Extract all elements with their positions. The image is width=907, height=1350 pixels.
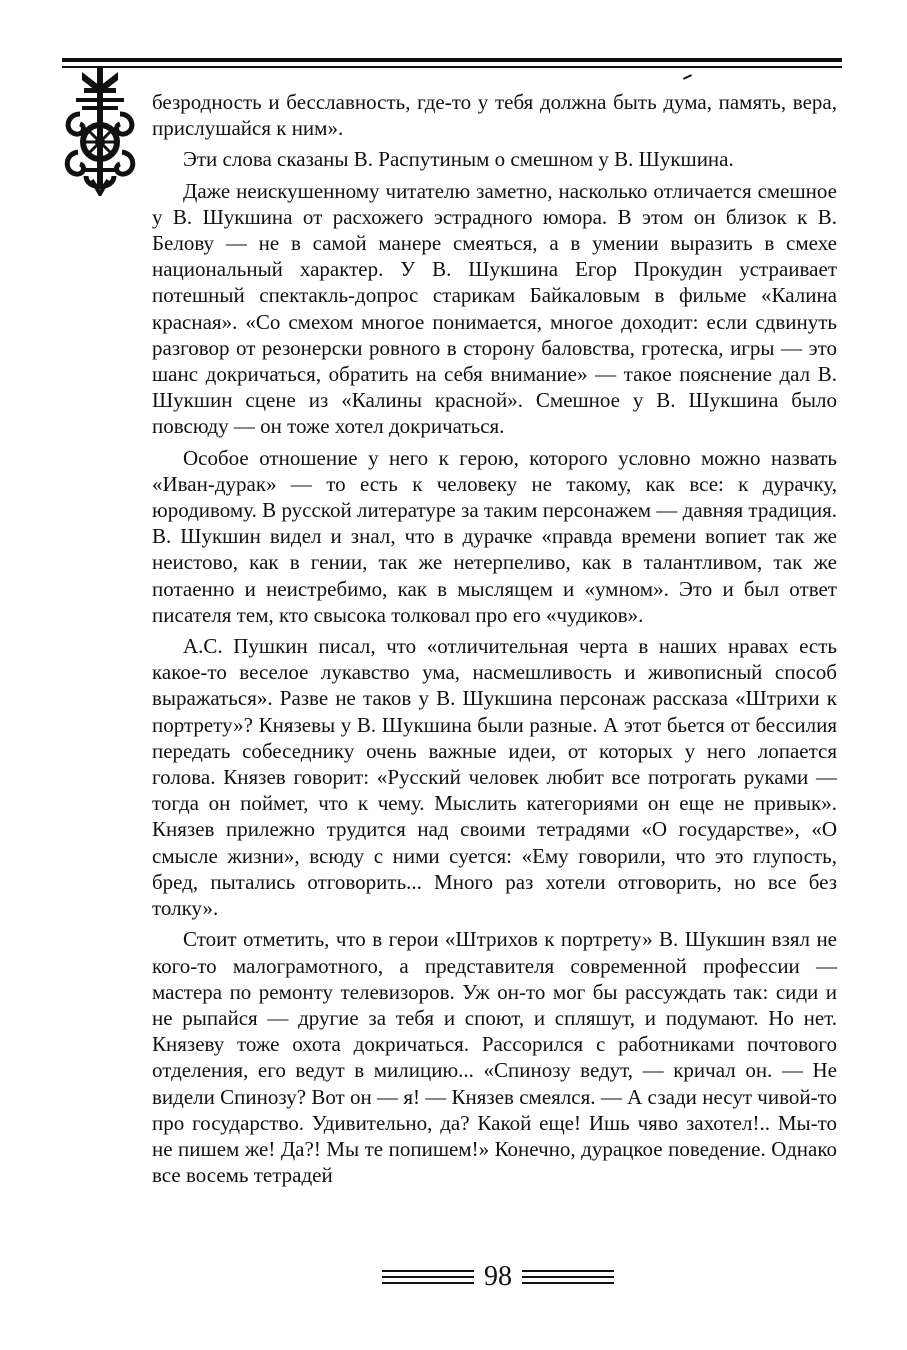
paragraph: Стоит отметить, что в герои «Штрихов к портрету» В. Шукшин взял не кого-то малограмотного, а представителя современной профессии — мастера по ремонту телевизоров. Уж он-то мог бы рассуждать так: сиди и не рыпайся — другие за тебя и споют, и спляшут, и подумают. Но нет. Князеву тоже охота докричаться. Рассорился с работниками почтового отделения, его ведут в милицию... «Спинозу ведут, — кричал он. — Не видели Спинозу? Вот он — я! — Князев смеялся. — А сзади несут чивой-то про государство. Удивительно, да? Какой еще! Ишь чяво захотел!.. Мы-то не пишем же! Да?! Мы те попишем!» Конечно, дурацкое поведение. Однако все восемь тетрадей bbox=[152, 927, 837, 1188]
page-footer bbox=[372, 1262, 612, 1292]
main-text bbox=[152, 89, 837, 1188]
paragraph-continued: безродность и бесславность, где-то у тебя должна быть дума, память, вера, прислушайся к ним». bbox=[152, 90, 837, 141]
paragraph: Особое отношение у него к герою, которого условно можно назвать «Иван-дурак» — то есть к человеку не такому, как все: к дурачку, юродивому. В русской литературе за таким персонажем — давняя традиция. В. Шукшин видел и знал, что в дурачке «правда времени вопиет так же неистово, как в гении, так же нетерпеливо, как в талантливом, так же потаенно и неистребимо, как в мыслящем и «умном». Это и был ответ писателя тем, кто свысока толковал про его «чудиков». bbox=[152, 445, 837, 627]
footer-rule-left bbox=[382, 1270, 474, 1284]
paragraph: Эти слова сказаны В. Распутиным о смешном у В. Шукшина. bbox=[183, 147, 734, 172]
top-rule-thick bbox=[62, 58, 842, 62]
print-mark bbox=[683, 74, 692, 80]
top-rule-thin bbox=[62, 66, 842, 68]
paragraph: А.С. Пушкин писал, что «отличительная черта в наших нравах есть какое-то веселое лукавство ума, насмешливость и живописный способ выражаться». Разве не таков у В. Шукшина персонаж рассказа «Штрихи к портрету»? Князевы у В. Шукшина были разные. А этот бьется от бессилия передать собеседнику очень важные идеи, от которых у него лопается голова. Князев говорит: «Русский человек любит все потрогать руками — тогда он поймет, что к чему. Мыслить категориями он еще не привык». Князев прилежно трудится над своими тетрадями «О государстве», «О смысле жизни», всюду с ними суется: «Ему говорили, что это глупость, бред, пытались отговорить... Много раз хотели отговорить, но все без толку». bbox=[152, 634, 837, 921]
page-number: 98 bbox=[484, 1261, 512, 1292]
paragraph: Даже неискушенному читателю заметно, насколько отличается смешное у В. Шукшина от расхожего эстрадного юмора. В этом он близок к В. Белову — не в самой манере смеяться, а в умении выразить в смехе национальный характер. У В. Шукшина Егор Прокудин устраивает потешный спектакль-допрос старикам Байкаловым в фильме «Калина красная». «Со смехом многое понимается, многое доходит: если сдвинуть разговор от резонерски ровного в сторону баловства, гротеска, игры — это шанс докричаться, обратить на себя внимание» — такое пояснение дал В. Шукшин сцене из «Калины красной». Смешное у В. Шукшина было повсюду — он тоже хотел докричаться. bbox=[152, 178, 837, 439]
folk-ornament-icon bbox=[62, 68, 138, 196]
footer-rule-right bbox=[522, 1270, 614, 1284]
